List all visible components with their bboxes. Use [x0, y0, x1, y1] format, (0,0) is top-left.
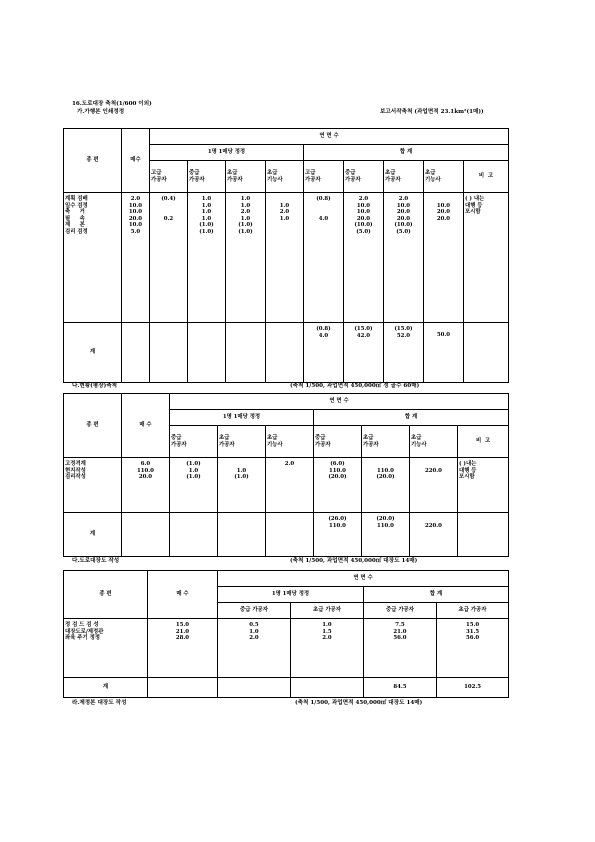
t1-c7: 2.0 10.0 20.0 20.0 (10.0) (5.0) — [394, 196, 413, 235]
t1-sum-c5: (0.8) 4.0 — [316, 326, 331, 339]
t3-header-gubun: 종 편 — [64, 571, 148, 619]
t1-header-first: 1명 1매당 정정 — [150, 145, 304, 161]
t2-c4: (6.0) 110.0 (20.0) — [328, 461, 347, 481]
t1-sum-c6: (15.0) 42.0 — [354, 326, 373, 339]
t3-col-1: 중급 가공자 — [218, 603, 291, 619]
doc-title: 16.도로대장 축척(1/600 이외) — [72, 101, 152, 107]
t2-col-2: 초급 가공자 — [219, 434, 235, 448]
t2-c1: (1.0) 1.0 (1.0) — [186, 461, 201, 481]
t3-c2: 1.0 1.5 2.0 — [322, 622, 332, 642]
t2-header-gubun: 종 편 — [64, 394, 122, 458]
section-2-info: (축척 1/500, 과업면적 450,000㎡ 정 골수 60매) — [290, 383, 420, 389]
t1-c8: 10.0 20.0 20.0 — [436, 202, 451, 222]
t1-col-2: 중급 가공자 — [189, 169, 205, 183]
table-3 — [63, 570, 509, 698]
t3-col-4: 초급 가공자 — [437, 603, 509, 619]
t2-maesu: 6.0 110.0 20.0 — [137, 461, 154, 481]
t2-c6: 220.0 — [425, 467, 442, 474]
t1-col-6: 중급 가공자 — [345, 169, 361, 183]
t1-remark: ( ) 내는 대행 등 포시함 — [465, 196, 485, 216]
t2-header-maesu: 매 수 — [122, 394, 170, 458]
section-title-1: 가.가행본 인쇄정정 — [77, 109, 125, 115]
section-title-4: 라.제정본 대장도 작성 — [72, 700, 127, 706]
t1-header-gubun: 종 편 — [64, 129, 122, 193]
t1-sum-label: 계 — [64, 323, 122, 383]
t2-header-first: 1명 1매당 정정 — [170, 410, 314, 426]
t1-col-3: 초급 가공자 — [227, 169, 243, 183]
t1-c3: 1.0 1.0 2.0 1.0 (1.0) (1.0) — [238, 196, 253, 235]
t3-header-total: 합 계 — [364, 587, 509, 603]
t1-maesu: 2.0 10.0 10.0 20.0 10.0 5.0 — [128, 196, 143, 235]
t3-header-first: 1명 1매당 정정 — [218, 587, 364, 603]
t2-c3: 2.0 — [284, 461, 295, 467]
t2-header-total: 합 계 — [314, 410, 509, 426]
t2-sum-c6: 220.0 — [425, 523, 442, 529]
t3-c3: 7.5 21.0 56.0 — [393, 622, 407, 642]
section-title-2: 나.현황(평장)축척 — [72, 383, 118, 389]
t1-col-1: 고급 가공자 — [151, 169, 167, 183]
t2-col-5: 초급 가공자 — [363, 434, 379, 448]
t3-maesu: 15.0 21.0 28.0 — [175, 622, 190, 642]
t2-sum-label: 계 — [64, 513, 122, 557]
t3-items: 정 검 드 검 성 대장도로/제정관 좌육 주기 정정 — [65, 622, 104, 642]
t1-header-maesu: 매수 — [122, 129, 150, 193]
t1-col-remark: 비 고 — [478, 173, 494, 180]
t3-col-3: 중급 가공자 — [364, 603, 437, 619]
table-2 — [63, 393, 509, 557]
t1-c2: 1.0 1.0 1.0 1.0 (1.0) (1.0) — [199, 196, 214, 235]
t1-sum-c7: (15.0) 52.0 — [394, 326, 413, 339]
t1-c4: 1.0 2.0 1.0 — [279, 202, 290, 222]
t1-items: 계획 검배 일수 검정 축 거 필 속 제 본 검리 검정 — [65, 196, 88, 235]
t1-col-8: 초급 기능사 — [425, 169, 441, 183]
t2-items: 고정격계 현지작성 검리작성 — [65, 461, 86, 481]
t2-c2: 1.0 (1.0) — [234, 467, 249, 481]
t3-header-maesu: 매 수 — [148, 571, 218, 619]
t1-header-yeonmyeon: 연 면 수 — [150, 129, 509, 145]
t1-col-4: 초급 기능사 — [267, 169, 283, 183]
t2-header-yeonmyeon: 연 면 수 — [170, 394, 509, 410]
t1-c1: (0.4) 0.2 — [161, 196, 176, 222]
t1-header-total: 합 계 — [304, 145, 509, 161]
t2-col-1: 중급 가공자 — [171, 434, 187, 448]
t2-sum-c5: (20.0) 110.0 — [376, 516, 395, 529]
section-4-info: (축척 1/500, 과업면적 450,000㎡ 대장도 14매) — [295, 700, 423, 706]
t1-c5: (0.8) 4.0 — [316, 196, 331, 222]
t3-col-2: 초급 가공자 — [291, 603, 364, 619]
t1-col-5: 고급 가공자 — [305, 169, 321, 183]
t3-header-yeonmyeon: 연 면 수 — [218, 571, 509, 587]
t2-sum-c4: (26.0) 110.0 — [328, 516, 347, 529]
t3-c4: 15.0 31.5 56.0 — [465, 622, 480, 642]
t2-col-remark: 비 고 — [475, 438, 491, 445]
t2-col-3: 초급 기능사 — [267, 434, 283, 448]
table-1 — [63, 128, 509, 383]
t1-sum-c8: 50.0 — [436, 332, 451, 338]
t2-remark: ( )내는 대행 등 포시함 — [459, 461, 477, 481]
t2-col-4: 중급 가공자 — [315, 434, 331, 448]
t3-sum-c4: 102.5 — [437, 678, 509, 698]
t1-col-7: 초급 가공자 — [385, 169, 401, 183]
section-1-info: 보고서작축척 (과업면적 23.1km²(1매)) — [380, 109, 484, 115]
t2-c5: 110.0 (20.0) — [376, 467, 395, 481]
t3-sum-c3: 84.5 — [364, 678, 437, 698]
t2-col-6: 초급 기능사 — [411, 434, 427, 448]
t3-sum-label: 계 — [64, 678, 148, 698]
t3-c1: 0.5 1.0 2.0 — [249, 622, 259, 642]
t1-c6: 2.0 10.0 10.0 20.0 (10.0) (5.0) — [354, 196, 373, 235]
section-3-info: (축척 1/500, 과업면적 450,000㎡ 대장도 14매) — [290, 558, 418, 564]
section-title-3: 다.도로대장도 작성 — [72, 558, 120, 564]
